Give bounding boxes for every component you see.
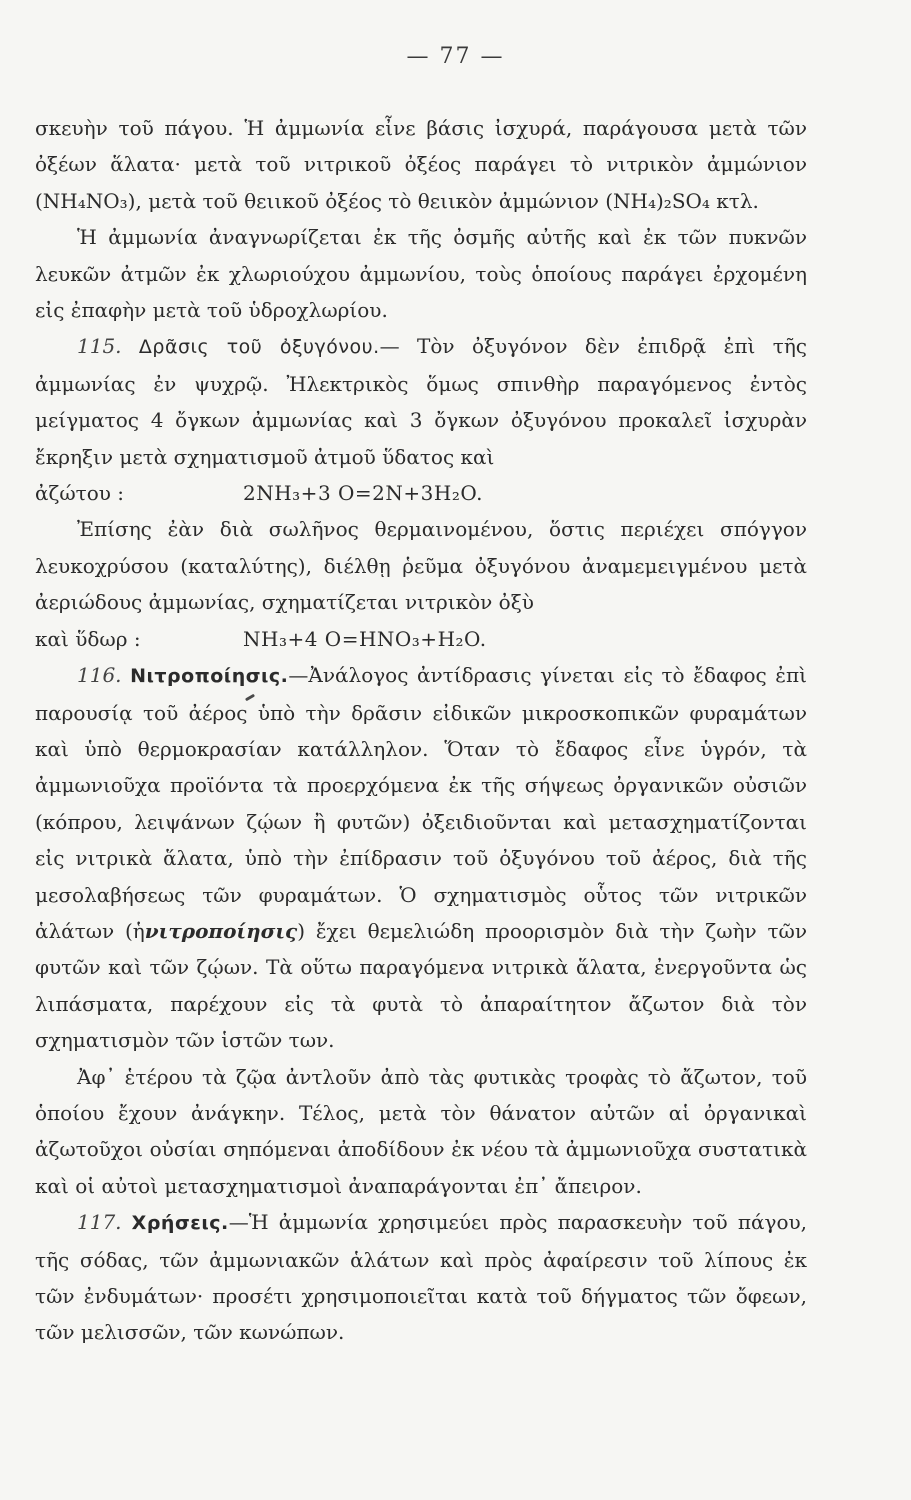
equation-row-2 bbox=[35, 621, 807, 657]
equation-row-1 bbox=[35, 475, 807, 511]
equation-1: 2NH₃+3 O=2N+3H₂O. bbox=[243, 481, 483, 506]
section-115-paragraph-2: Ἐπίσης ἐὰν διὰ σωλῆνος θερμαινομένου, ὅστις περιέχει σπόγγον λευκοχρύσου (καταλύτης), διέλθῃ ῥεῦμα ὀξυγόνου ἀναμεμειγμένου μετὰ ἀεριώδους ἀμμωνίας, σχηματίζεται νιτρικὸν ὀξὺ bbox=[35, 517, 807, 615]
section-115 bbox=[35, 328, 807, 475]
section-117-text: —Ἡ ἀμμωνία χρησιμεύει πρὸς παρασκευὴν τοῦ πάγου, τῆς σόδας, τῶν ἀμμωνιακῶν ἁλάτων καὶ πρὸς ἀφαίρεσιν τοῦ λίπους ἐκ τῶν ἐνδυμάτων· προσέτι χρησιμοποιεῖται κατὰ τοῦ δήγματος τῶν ὄφεων, τῶν μελισσῶν, τῶν κωνώπων. bbox=[35, 1210, 807, 1345]
section-117-heading: Χρήσεις. bbox=[131, 1212, 229, 1235]
page-number: — 77 — bbox=[406, 44, 505, 69]
section-117 bbox=[35, 1204, 807, 1351]
page-body bbox=[35, 110, 807, 1351]
section-116-number: 116. bbox=[77, 663, 122, 688]
section-116-paragraph-2: Ἀφ᾽ ἑτέρου τὰ ζῷα ἀντλοῦν ἀπὸ τὰς φυτικὰς τροφὰς τὸ ἄζωτον, τοῦ ὁποίου ἔχουν ἀνάγκην. Τέλος, μετὰ τὸν θάνατον αὐτῶν αἱ ὀργανικαὶ ἀζωτοῦχοι οὐσίαι σηπόμεναι ἀποδίδουν ἐκ νέου τὰ ἀμμωνιοῦχα συστατικὰ καὶ οἱ αὐτοὶ μετασχηματισμοὶ ἀναπαράγονται ἐπ᾽ ἄπειρον. bbox=[35, 1064, 807, 1198]
equation-2: NH₃+4 O=HNO₃+H₂O. bbox=[243, 626, 487, 651]
section-116-text-b: ) ἔχει θεμελιώδη προορισμὸν διὰ τὴν ζωὴν τῶν φυτῶν καὶ τῶν ζῴων. Τὰ οὕτω παραγόμενα νιτρικὰ ἅλατα, ἐνεργοῦντα ὡς λιπάσματα, παρέχουν εἰς τὰ φυτὰ τὸ ἀπαραίτητον ἄζωτον διὰ τὸν σχηματισμὸν τῶν ἱστῶν των. bbox=[35, 918, 807, 1053]
section-116-heading: Νιτροποίησις. bbox=[130, 665, 289, 688]
paragraph-ammonia-base: σκευὴν τοῦ πάγου. Ἡ ἀμμωνία εἶνε βάσις ἰσχυρά, παράγουσα μετὰ τῶν ὀξέων ἅλατα· μετὰ τοῦ νιτρικοῦ ὀξέος παράγει τὸ νιτρικὸν ἀμμώνιον (NH₄NO₃), μετὰ τοῦ θειικοῦ ὀξέος τὸ θειικὸν ἀμμώνιον (NH₄)₂SO₄ κτλ. bbox=[35, 116, 807, 213]
section-117-number: 117. bbox=[77, 1210, 122, 1235]
section-116-text-a: —Ἀνάλογος ἀντίδρασις γίνεται εἰς τὸ ἔδαφος ἐπὶ παρουσίᾳ τοῦ ἀέρος ὑπὸ τὴν δρᾶσιν εἰδικῶν μικροσκοπικῶν φυραμάτων καὶ ὑπὸ θερμοκρασίαν κατάλληλον. Ὅταν τὸ ἔδαφος εἶνε ὑγρόν, τὰ ἀμμωνιοῦχα προϊόντα τὰ προερχόμενα ἐκ τῆς σήψεως ὀργανικῶν οὐσιῶν (κόπρου, λειψάνων ζῴων ἢ φυτῶν) ὀξειδιοῦνται καὶ μετασχηματίζονται εἰς νιτρικὰ ἅλατα, ὑπὸ τὴν ἐπίδρασιν τοῦ ὀξυγόνου τοῦ ἀέρος, διὰ τῆς μεσολαβήσεως τῶν φυραμάτων. Ὁ σχηματισμὸς οὗτος τῶν νιτρικῶν ἁλάτων (ἡ bbox=[35, 663, 808, 943]
paragraph-ammonia-detection: Ἡ ἀμμωνία ἀναγνωρίζεται ἐκ τῆς ὀσμῆς αὐτῆς καὶ ἐκ τῶν πυκνῶν λευκῶν ἀτμῶν ἐκ χλωριούχου ἀμμωνίου, τοὺς ὁποίους παράγει ἐρχομένη εἰς ἐπαφὴν μετὰ τοῦ ὑδροχλωρίου. bbox=[35, 225, 807, 323]
section-116 bbox=[35, 657, 807, 1058]
section-115-text: — Τὸν ὀξυγόνον δὲν ἐπιδρᾷ ἐπὶ τῆς ἀμμωνίας ἐν ψυχρῷ. Ἠλεκτρικὸς ὅμως σπινθὴρ παραγόμενος ἐντὸς μείγματος 4 ὄγκων ἀμμωνίας καὶ 3 ὄγκων ὀξυγόνου προκαλεῖ ἰσχυρὰν ἔκρηξιν μετὰ σχηματισμοῦ ἀτμοῦ ὕδατος καὶ bbox=[35, 334, 808, 469]
equation-2-lead: καὶ ὕδωρ : bbox=[35, 626, 141, 651]
section-116-emphasis: νιτροποίησις bbox=[144, 918, 298, 943]
equation-1-lead: ἀζώτου : bbox=[35, 481, 125, 506]
section-115-heading: Δρᾶσις τοῦ ὀξυγόνου. bbox=[138, 336, 380, 359]
section-115-number: 115. bbox=[77, 334, 122, 359]
